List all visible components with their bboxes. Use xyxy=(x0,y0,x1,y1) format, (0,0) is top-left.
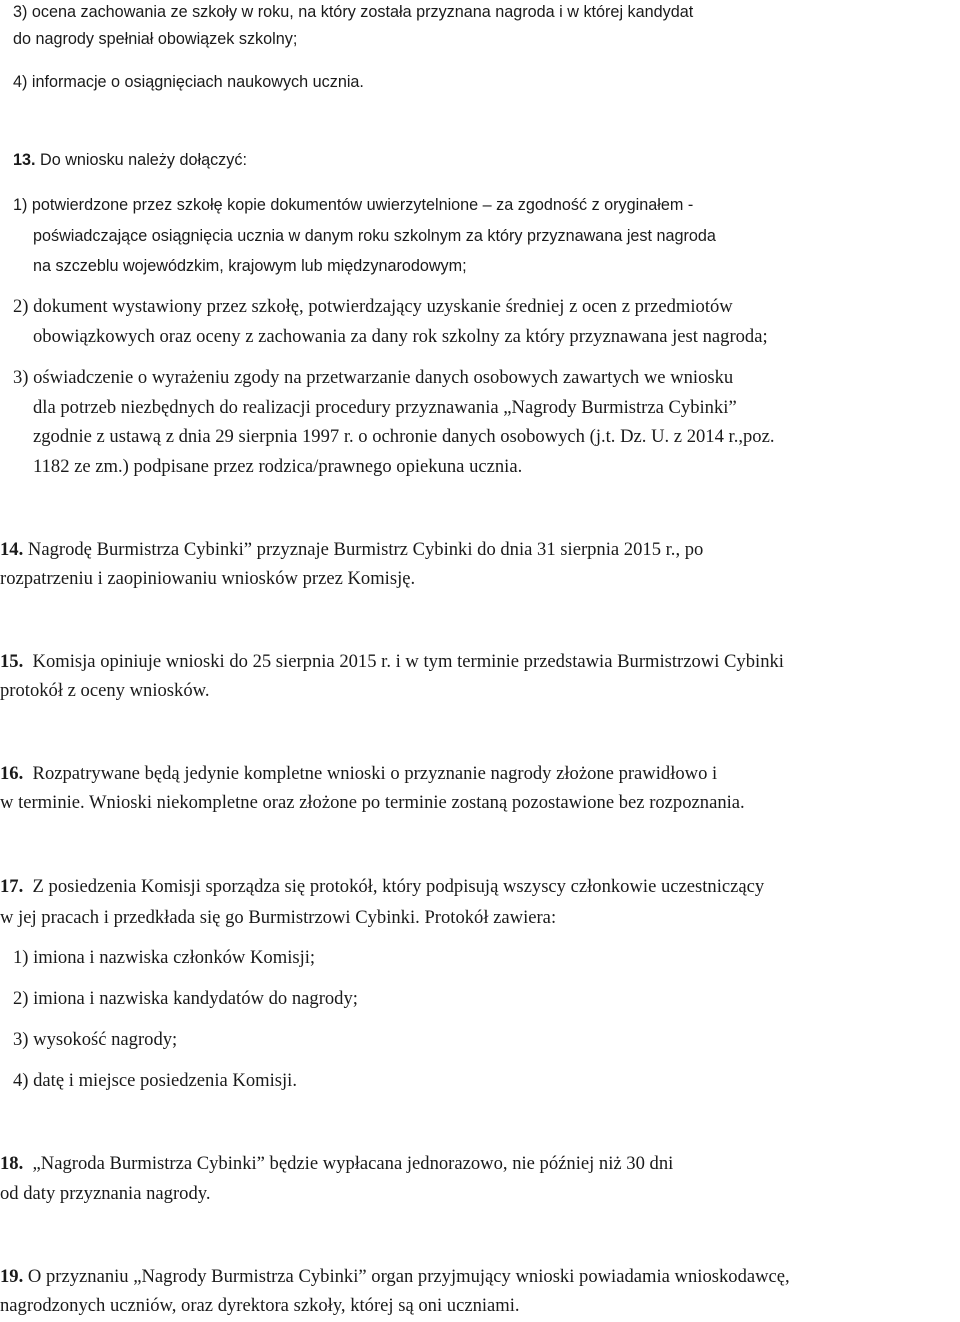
text-line: dla potrzeb niezbędnych do realizacji procedury przyznawania „Nagrody Burmistrza Cybinki” xyxy=(33,397,737,418)
list-item: 2) imiona i nazwiska kandydatów do nagrody; xyxy=(13,988,358,1009)
paragraph-13-heading xyxy=(13,148,247,172)
paragraph-number: 14. xyxy=(0,539,24,560)
paragraph-14 xyxy=(0,538,703,562)
list-item: 1) imiona i nazwiska członków Komisji; xyxy=(13,947,316,968)
paragraph-number: 18. xyxy=(0,1153,24,1174)
paragraph-number: 17. xyxy=(0,876,24,897)
list-item: 4) datę i miejsce posiedzenia Komisji. xyxy=(13,1070,297,1091)
text-line: „Nagroda Burmistrza Cybinki” będzie wypłacana jednorazowo, nie później niż 30 dni xyxy=(23,1153,674,1174)
list-item: 3) wysokość nagrody; xyxy=(13,1029,178,1050)
text-line: Rozpatrywane będą jedynie kompletne wnioski o przyznanie nagrody złożone prawidłowo i xyxy=(23,763,718,784)
text-line: 1182 ze zm.) podpisane przez rodzica/prawnego opiekuna ucznia. xyxy=(33,456,523,477)
text-line: nagrodzonych uczniów, oraz dyrektora szkoły, której są oni uczniami. xyxy=(0,1295,520,1316)
text-line: protokół z oceny wniosków. xyxy=(0,680,210,701)
text-line: rozpatrzeniu i zaopiniowaniu wniosków przez Komisję. xyxy=(0,568,416,589)
paragraph-17 xyxy=(0,875,764,899)
paragraph-number: 16. xyxy=(0,763,24,784)
text-line: 4) informacje o osiągnięciach naukowych ucznia. xyxy=(13,73,364,91)
paragraph-15 xyxy=(0,650,784,674)
text-line: Z posiedzenia Komisji sporządza się protokół, który podpisują wszyscy członkowie uczestniczący xyxy=(23,876,765,897)
text-line: w terminie. Wnioski niekompletne oraz złożone po terminie zostaną pozostawione bez rozpoznania. xyxy=(0,792,745,813)
paragraph-19 xyxy=(0,1265,790,1289)
text-line: Nagrodę Burmistrza Cybinki” przyznaje Burmistrz Cybinki do dnia 31 sierpnia 2015 r., po xyxy=(23,539,704,560)
paragraph-number: 13. xyxy=(13,151,36,169)
text-line: na szczeblu wojewódzkim, krajowym lub międzynarodowym; xyxy=(33,257,467,275)
paragraph-18 xyxy=(0,1152,673,1176)
text-line: 2) dokument wystawiony przez szkołę, potwierdzający uzyskanie średniej z ocen z przedmiotów xyxy=(13,296,733,317)
paragraph-number: 15. xyxy=(0,651,24,672)
text-line: obowiązkowych oraz oceny z zachowania za dany rok szkolny za który przyznawana jest nagroda; xyxy=(33,326,768,347)
text-line: w jej pracach i przedkłada się go Burmistrzowi Cybinki. Protokół zawiera: xyxy=(0,907,557,928)
text-line: O przyznaniu „Nagrody Burmistrza Cybinki” organ przyjmujący wnioski powiadamia wnioskodawcę, xyxy=(23,1266,790,1287)
text-line: 3) ocena zachowania ze szkoły w roku, na który została przyznana nagroda i w której kandydat xyxy=(13,3,694,21)
text-line: 1) potwierdzone przez szkołę kopie dokumentów uwierzytelnione – za zgodność z oryginałem - xyxy=(13,196,694,214)
text-line: od daty przyznania nagrody. xyxy=(0,1183,211,1204)
paragraph-16 xyxy=(0,762,717,786)
text-line: do nagrody spełniał obowiązek szkolny; xyxy=(13,30,298,48)
text-line: 3) oświadczenie o wyrażeniu zgody na przetwarzanie danych osobowych zawartych we wniosku xyxy=(13,367,734,388)
paragraph-number: 19. xyxy=(0,1266,24,1287)
text-line: zgodnie z ustawą z dnia 29 sierpnia 1997 r. o ochronie danych osobowych (j.t. Dz. U. z 2014 r.,poz. xyxy=(33,426,775,447)
text-line: poświadczające osiągnięcia ucznia w danym roku szkolnym za który przyznawana jest nagroda xyxy=(33,227,716,245)
text-line: Do wniosku należy dołączyć: xyxy=(35,151,247,169)
text-line: Komisja opiniuje wnioski do 25 sierpnia 2015 r. i w tym terminie przedstawia Burmistrzowi Cybinki xyxy=(23,651,784,672)
